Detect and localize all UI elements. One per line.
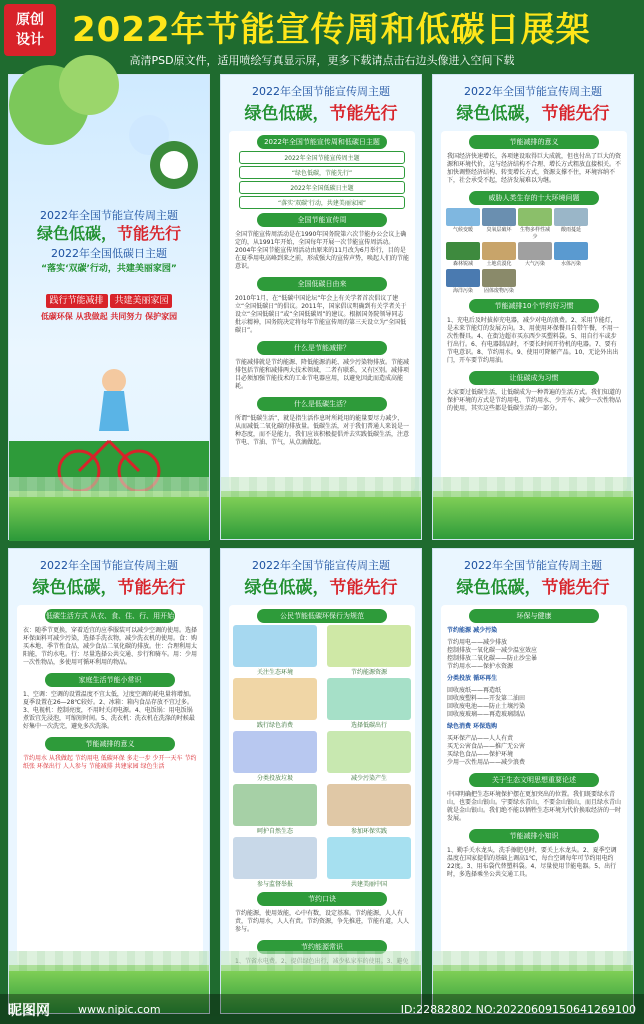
norm-label: 选择低碳出行	[350, 722, 387, 729]
green-list	[441, 733, 627, 769]
panel6-content	[441, 605, 627, 965]
norm-label: 关注生态环境	[256, 669, 293, 676]
theme-box3: 2022年全国低碳日主题	[239, 181, 405, 194]
norm-illustration	[327, 731, 411, 773]
env-issue-item	[482, 208, 516, 240]
slogan-red: 节能先行	[329, 578, 398, 598]
env-issue-label: 土地荒漠化	[486, 261, 512, 267]
norm-item	[327, 784, 411, 835]
section-text: 所谓“低碳生活”，就是指生活作息时所耗用的能量要尽力减少，从而减低二氧化碳的排放量。低碳生活，对于我们普通人来说是一种态度，而不是能力，我们应该积极提倡并去实践低碳生活，注意节电、节油、节气，从点滴做起。	[235, 415, 410, 446]
cover-tag2: 共建美丽家园	[110, 294, 172, 308]
watermark-footer	[0, 994, 644, 1024]
env-issue-image	[482, 242, 516, 260]
norm-illustration	[233, 625, 317, 667]
norm-illustration	[327, 625, 411, 667]
norm-illustration	[233, 837, 317, 879]
section-text: 大家要过低碳生活，让低碳成为一种普遍的生活方式。我们知道的保护环境的方式是节约用电、节约用水、少开车、减少一次性物品的使用，其实这些都是低碳生活的一部分。	[447, 389, 622, 412]
list-item: 回收废电池——防止土壤污染	[447, 703, 526, 710]
env-issue-label: 臭氧层破坏	[486, 227, 512, 233]
norm-illustration	[233, 784, 317, 826]
grass-footer	[221, 491, 421, 539]
panel2-year-theme: 2022年全国节能宣传周主题	[252, 85, 390, 98]
section-header: 节能减排10个节约好习惯	[469, 299, 599, 313]
norm-item	[327, 678, 411, 729]
env-issue-item	[554, 208, 588, 240]
list-item: 回收废塑料——开发第二油田	[447, 695, 526, 702]
env-issue-image	[554, 242, 588, 260]
section-text: 2010年1月，在“低碳中国论坛”年会上有关学者首次倡议了建立“全国低碳日”的倡议。2011年，国家倡议明确到有关学者关于设立“全国低碳日”或“全国低碳周”的建议。根据国务院领导同志批示精神，国务院决定将每年节能宣传周的第三天设立为“全国低碳日”。	[235, 295, 407, 334]
section-header: 节约口诀	[257, 892, 387, 906]
list-item: 回收废纸——再造纸	[447, 687, 502, 694]
section-header: 公民节能低碳环保行为规范	[257, 609, 387, 623]
env-issue-item	[554, 242, 588, 267]
section-text: 1、勤手关水龙头，洗手擦肥皂时，要关上水龙头。2、夏季空调温度在国家提倡的基础上调高1℃，每台空调每年可节约用电约22度。3、用布袋代替塑料袋。4、尽量使用节能电器。5、出行时，多选择乘坐公共交通工具。	[447, 847, 617, 878]
list-item: 买无公害食品——推广无公害	[447, 743, 526, 750]
env-issue-label: 酸雨蔓延	[560, 227, 581, 233]
panel3-slogan	[433, 99, 633, 124]
slogan-green: 绿色低碳，	[456, 578, 542, 598]
panel4-content	[17, 605, 203, 965]
cover-slogan	[9, 221, 209, 244]
norm-label: 分类投放垃圾	[256, 775, 293, 782]
slogan-green: 绿色低碳，	[32, 578, 118, 598]
panel-cover	[8, 74, 210, 540]
tree-branch-illustration	[9, 75, 209, 205]
environment-issues-grid	[441, 207, 627, 295]
norm-item	[233, 731, 317, 782]
env-issue-item	[482, 269, 516, 294]
panel5-content	[229, 605, 415, 965]
norm-illustration	[327, 784, 411, 826]
env-issue-image	[446, 269, 480, 287]
slogan-green: 绿色低碳，	[244, 104, 330, 124]
env-issue-label: 大气污染	[524, 261, 545, 267]
panel4-slogan	[9, 573, 209, 598]
norm-label: 共建美丽中国	[350, 881, 387, 888]
slogan-green: 绿色低碳，	[456, 104, 542, 124]
cover-lowcarbon-theme: 2022年全国低碳日主题	[51, 247, 167, 260]
env-issue-image	[446, 208, 480, 226]
norms-grid	[229, 625, 415, 888]
env-issue-image	[554, 208, 588, 226]
norm-illustration	[327, 837, 411, 879]
list-item: 节约用水——保护水资源	[447, 663, 514, 670]
panel3-year-theme: 2022年全国节能宣传周主题	[464, 85, 602, 98]
original-design-badge	[4, 4, 56, 56]
energy-heading: 节约能源 减少污染	[447, 627, 498, 634]
theme-box2: “绿色低碳，节能先行”	[239, 166, 405, 179]
norm-label: 节约能源资源	[350, 669, 387, 676]
section-text: 我国经济快速增长，各项建设取得巨大成就，但也付出了巨大的资源和环境代价，这与经济结构不合理、增长方式粗放直接相关。不加快调整经济结构、转变增长方式，资源支撑不住，环境容纳不下，社会承受不起，经济发展难以为继。	[447, 153, 622, 184]
energy-list	[441, 637, 627, 673]
cover-tags	[9, 293, 209, 306]
page-title: 2022年节能宣传周和低碳日展架	[72, 10, 591, 50]
section-text: 1、充电后及时拔掉充电器，减少对电的浪费。2、采用节能灯，是未来节能灯的发展方向。3、用使用环保餐具自带午餐，不用一次性餐具。4、在街边超市买东西少买塑料袋。5、用自行车或步行出行。6、有电器制品时，不要长时间开待机的电器。7、要有节电意识。8、节约用水。9、使用可降解产品。10、无论外出出门，开车要节约用油。	[447, 317, 619, 364]
env-issue-image	[518, 242, 552, 260]
env-issue-item	[446, 269, 480, 294]
cover-tag3: 低碳环保 从我做起 共同努力 保护家园	[40, 312, 178, 321]
panel2-slogan	[221, 99, 421, 124]
norm-item	[233, 837, 317, 888]
section-header: 低碳生活方式 从衣、食、住、行、用开始	[45, 609, 175, 623]
section-header: 什么是节能减排？	[257, 341, 387, 355]
badge-line2: 设计	[16, 32, 44, 48]
section-text: 中国明确把生态环境保护摆在更加突出的位置。我们既要绿水青山，也要金山银山。宁要绿水青山，不要金山银山，而且绿水青山就是金山银山。我们绝不能以牺牲生态环境为代价换取经济的一时发展。	[447, 791, 622, 822]
env-issue-label: 森林锐减	[452, 261, 473, 267]
section-header: 家庭生活节能小常识	[45, 673, 175, 687]
section-text: 全国节能宣传周活动是在1990年国务院第六次节能办公会议上确定的，从1991年开始，全国每年开展一次节能宣传周活动。2004年全国节能宣传周活动由原来的11月改为6月举行，目的是在夏季用电高峰到来之前，形成强大的宣传声势，唤起人们的节能意识。	[235, 231, 410, 270]
theme-box4: “落实‘双碳’行动，共建美丽家园”	[239, 196, 405, 209]
slogan-red: 节能先行	[541, 104, 610, 124]
cover-year-theme: 2022年全国节能宣传周主题	[40, 209, 178, 222]
slogan-red: 节能先行	[541, 578, 610, 598]
section-text: 节能减排就是节约能源、降低能源消耗、减少污染物排放。节能减排包括节能和减排两大技术领域，二者有联系，又有区别。减排项目必须加强节能技术的工业节电器应用，以避免因此而造成高能耗。	[235, 359, 410, 390]
image-id: ID:22882802 NO:20220609150641269100	[400, 1003, 636, 1016]
list-item: 控制排放二氧化碳——防止沙尘暴	[447, 655, 538, 662]
env-issue-label: 固体废物污染	[483, 288, 514, 294]
panel-behavior-norms	[220, 548, 422, 1014]
section-text: 节约能源，使用效能，心中有数，设定基准。节约能源，人人有责，节约用水，人人有责。节约资源，争先推进，节能有道，人人参与。	[235, 910, 410, 933]
panel3-content	[441, 131, 627, 491]
list-item: 买环保产品——人人有责	[447, 735, 514, 742]
cover-slogan-green: 绿色低碳，	[36, 224, 117, 243]
norm-label: 参与监督举报	[256, 881, 293, 888]
grass-footer	[433, 491, 633, 539]
panel5-slogan	[221, 573, 421, 598]
cover-slogan-red: 节能先行	[117, 224, 182, 243]
env-issue-image	[482, 208, 516, 226]
env-issue-item	[446, 242, 480, 267]
section-header: 全国节能宣传周	[257, 213, 387, 227]
slogan-red: 节能先行	[117, 578, 186, 598]
env-issue-label: 海洋污染	[452, 288, 473, 294]
slogan-red: 节能先行	[329, 104, 398, 124]
norm-item	[327, 731, 411, 782]
norm-illustration	[233, 678, 317, 720]
panel6-year-theme: 2022年全国节能宣传周主题	[464, 559, 602, 572]
badge-line1: 原创	[16, 12, 44, 28]
site-logo: 昵图网	[8, 1003, 50, 1019]
env-issue-image	[446, 242, 480, 260]
norm-item	[233, 784, 317, 835]
section-header: 威胁人类生存的十大环境问题	[469, 191, 599, 205]
section-poem: 节约用水 从我做起 节约用电 低碳环保 多走一步 少开一天车 节约纸张 环保出行 人人参与 节能减排 共建家园 绿色生活	[23, 755, 197, 770]
norms-row	[229, 837, 415, 888]
panel-environment-health	[432, 548, 634, 1014]
section-header: 节能减排小知识	[469, 829, 599, 843]
env-issue-item	[518, 208, 552, 240]
panel5-year-theme: 2022年全国节能宣传周主题	[252, 559, 390, 572]
cycle-list	[441, 685, 627, 721]
section-header: 2022年全国节能宣传周和低碳日主题	[257, 135, 387, 149]
section-header: 让低碳成为习惯	[469, 371, 599, 385]
env-issue-item	[446, 208, 480, 240]
section-header: 节能减排的意义	[469, 135, 599, 149]
panel-theme-intro	[220, 74, 422, 540]
norms-row	[229, 678, 415, 729]
norms-row	[229, 784, 415, 835]
env-issue-image	[518, 208, 552, 226]
section-header: 全国低碳日由来	[257, 277, 387, 291]
norm-item	[327, 837, 411, 888]
norms-row	[229, 731, 415, 782]
norm-label: 践行绿色消费	[256, 722, 293, 729]
env-issue-item	[482, 242, 516, 267]
panel-lowcarbon-life	[8, 548, 210, 1014]
list-item: 买绿色食品——保护环境	[447, 751, 514, 758]
cover-action: “落实‘双碳’行动，共建美丽家园”	[41, 264, 177, 274]
norm-label: 减少污染产生	[350, 775, 387, 782]
norm-illustration	[327, 678, 411, 720]
env-issue-label: 水体污染	[560, 261, 581, 267]
list-item: 节约用电——减少排放	[447, 639, 508, 646]
site-url: www.nipic.com	[78, 1003, 161, 1016]
section-text: 衣：随季节更换，穿着适宜的应季服装可以减少空调的使用。选择环保面料可减少污染，选择手洗衣物，减少洗衣机的使用。食：购买本地、季节性食品，减少食品二氧化碳的排放。住：合理利用太阳能，节约水电。行：尽量选择公共交通、步行和骑车。用：少用一次性物品，多使用可循环利用的物品。	[23, 627, 198, 666]
norm-item	[233, 625, 317, 676]
grass-footer	[9, 491, 209, 539]
section-header: 节能减排的意义	[45, 737, 175, 751]
section-text: 1、空调：空调的设置温度不宜太低，过度空调的耗电量将增加。夏季设置在26—28℃较好。2、冰箱：箱内食品存放不宜过多。3、电视机：控制亮度，不用时关闭电源。4、电饭锅：用电饭锅煮饭宜先浸泡，可缩短时间。5、洗衣机：洗衣机在洗涤的时候最好集中一次洗完，避免多次洗涤。	[23, 691, 195, 730]
cover-tag1: 践行节能减排	[46, 294, 108, 308]
list-item: 控制排放一氧化碳一减少温室效应	[447, 647, 538, 654]
env-issue-label: 气候变暖	[452, 227, 473, 233]
norm-item	[327, 625, 411, 676]
page-subtitle: 高清PSD原文件，适用喷绘写真显示屏，更多下载请点击右边头像进入空间下载	[129, 54, 515, 67]
section-header: 什么是低碳生活？	[257, 397, 387, 411]
section-header: 关于生态文明思想重要论述	[469, 773, 599, 787]
panel4-year-theme: 2022年全国节能宣传周主题	[40, 559, 178, 572]
section-header: 节约能源常识	[257, 940, 387, 954]
norm-illustration	[233, 731, 317, 773]
norm-item	[233, 678, 317, 729]
env-issue-image	[482, 269, 516, 287]
norms-row	[229, 625, 415, 676]
panel-significance	[432, 74, 634, 540]
panel2-content	[229, 131, 415, 491]
list-item: 回收废玻璃——再造玻璃制品	[447, 711, 526, 718]
theme-box1: 2022年全国节能宣传周主题	[239, 151, 405, 164]
slogan-green: 绿色低碳，	[244, 578, 330, 598]
norm-label: 呵护自然生态	[256, 828, 293, 835]
env-issue-item	[518, 242, 552, 267]
green-heading: 绿色消费 环保选购	[447, 723, 498, 730]
list-item: 少用一次性用品——减少浪费	[447, 759, 526, 766]
section-header: 环保与健康	[469, 609, 599, 623]
norm-label: 参加环保实践	[350, 828, 387, 835]
panel6-slogan	[433, 573, 633, 598]
cycle-heading: 分类投放 循环再生	[447, 675, 498, 682]
env-issue-label: 生物多样性减少	[519, 227, 550, 240]
